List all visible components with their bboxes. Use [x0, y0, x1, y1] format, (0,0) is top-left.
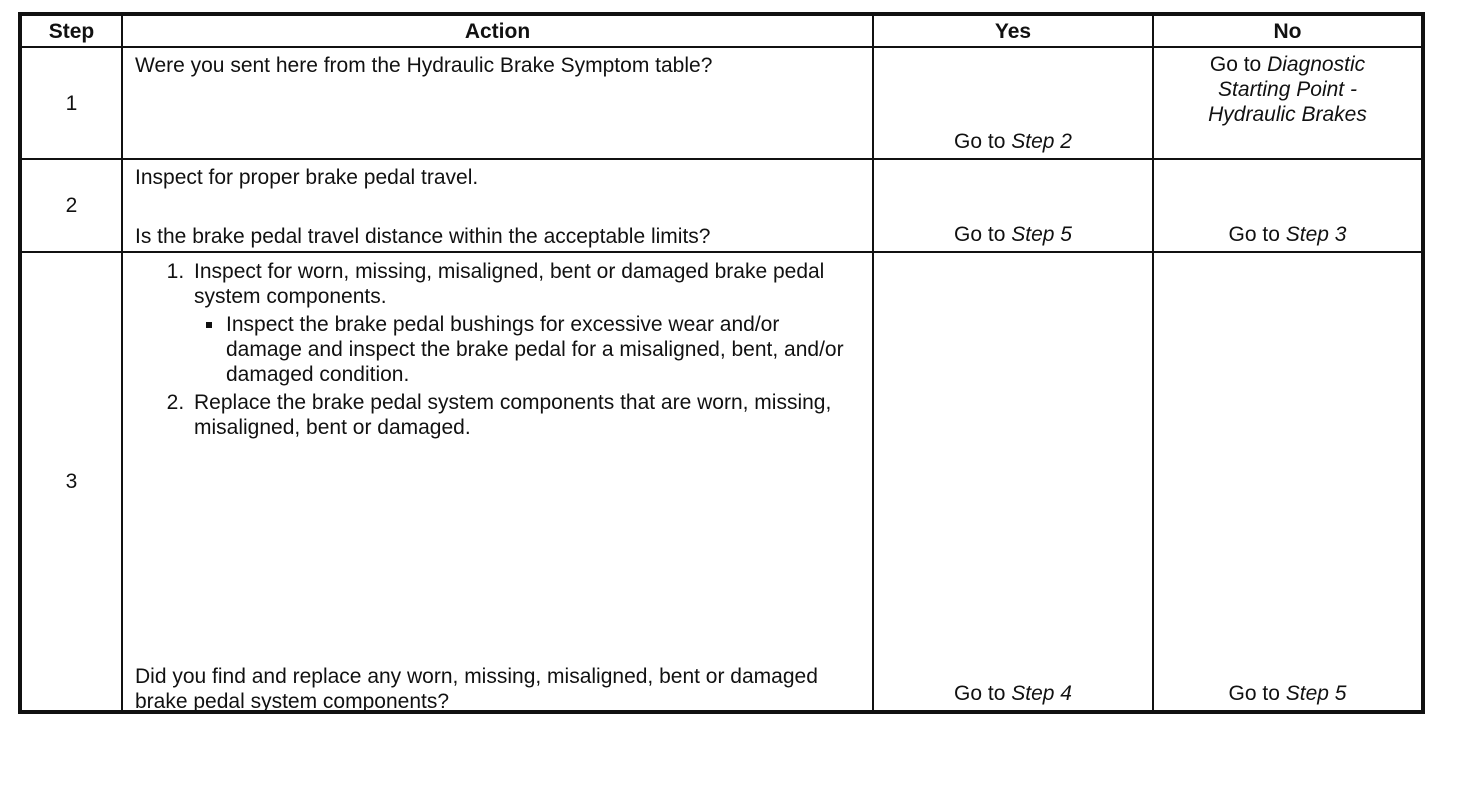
goto-prefix: Go to — [1228, 223, 1286, 246]
procedure-item — [190, 390, 860, 440]
goto-prefix: Go to — [954, 130, 1012, 153]
procedure-item-text: Inspect for worn, missing, misaligned, bent or damaged brake pedal system components. — [194, 260, 825, 308]
procedure-sub-list — [194, 312, 860, 387]
goto-prefix: Go to — [954, 682, 1012, 705]
goto-prefix: Go to — [954, 223, 1012, 246]
goto-link[interactable]: Starting Point - — [1218, 78, 1357, 101]
step-number: 1 — [21, 47, 122, 159]
no-goto — [1154, 222, 1421, 247]
goto-link[interactable]: Step 2 — [1011, 130, 1072, 153]
procedure-sub-item: Inspect the brake pedal bushings for excessive wear and/or damage and inspect the brake pedal for a misaligned, bent, and/or damaged condition. — [226, 312, 860, 387]
yes-goto — [874, 129, 1152, 154]
action-cell — [122, 252, 873, 711]
goto-prefix: Go to — [1228, 682, 1286, 705]
diagnostic-table — [20, 14, 1423, 712]
procedure-item — [190, 259, 860, 387]
goto-link[interactable]: Hydraulic Brakes — [1208, 103, 1367, 126]
action-cell — [122, 159, 873, 252]
table-row — [21, 159, 1422, 252]
diagnostic-table-container — [18, 12, 1425, 714]
action-question: Is the brake pedal travel distance within the acceptable limits? — [135, 225, 711, 248]
action-cell — [122, 47, 873, 159]
yes-cell — [873, 159, 1153, 252]
goto-prefix: Go to — [1209, 53, 1268, 76]
header-step: Step — [21, 15, 122, 47]
procedure-item-text: Replace the brake pedal system components that are worn, missing, misaligned, bent or damaged. — [194, 391, 832, 439]
header-yes: Yes — [873, 15, 1153, 47]
no-cell — [1153, 252, 1422, 711]
goto-link[interactable]: Step 5 — [1285, 682, 1347, 705]
yes-goto — [874, 222, 1152, 247]
table-row — [21, 252, 1422, 711]
no-cell — [1153, 159, 1422, 252]
step-number: 2 — [21, 159, 122, 252]
no-cell — [1153, 47, 1422, 159]
header-action: Action — [122, 15, 873, 47]
yes-goto — [874, 681, 1152, 706]
goto-link[interactable]: Step 3 — [1285, 223, 1347, 246]
no-goto — [1154, 48, 1421, 127]
goto-link[interactable]: Step 5 — [1011, 223, 1072, 246]
header-no: No — [1153, 15, 1422, 47]
procedure-list — [135, 259, 860, 440]
action-text: Inspect for proper brake pedal travel. — [135, 166, 479, 189]
action-question: Did you find and replace any worn, missing, misaligned, bent or damaged brake pedal system components? — [135, 665, 818, 713]
goto-link[interactable]: Step 4 — [1011, 682, 1072, 705]
yes-cell — [873, 47, 1153, 159]
yes-cell — [873, 252, 1153, 711]
table-row — [21, 47, 1422, 159]
table-header-row — [21, 15, 1422, 47]
action-text: Were you sent here from the Hydraulic Brake Symptom table? — [135, 54, 713, 77]
step-number: 3 — [21, 252, 122, 711]
no-goto — [1154, 681, 1421, 706]
goto-link[interactable]: Diagnostic — [1267, 53, 1366, 76]
